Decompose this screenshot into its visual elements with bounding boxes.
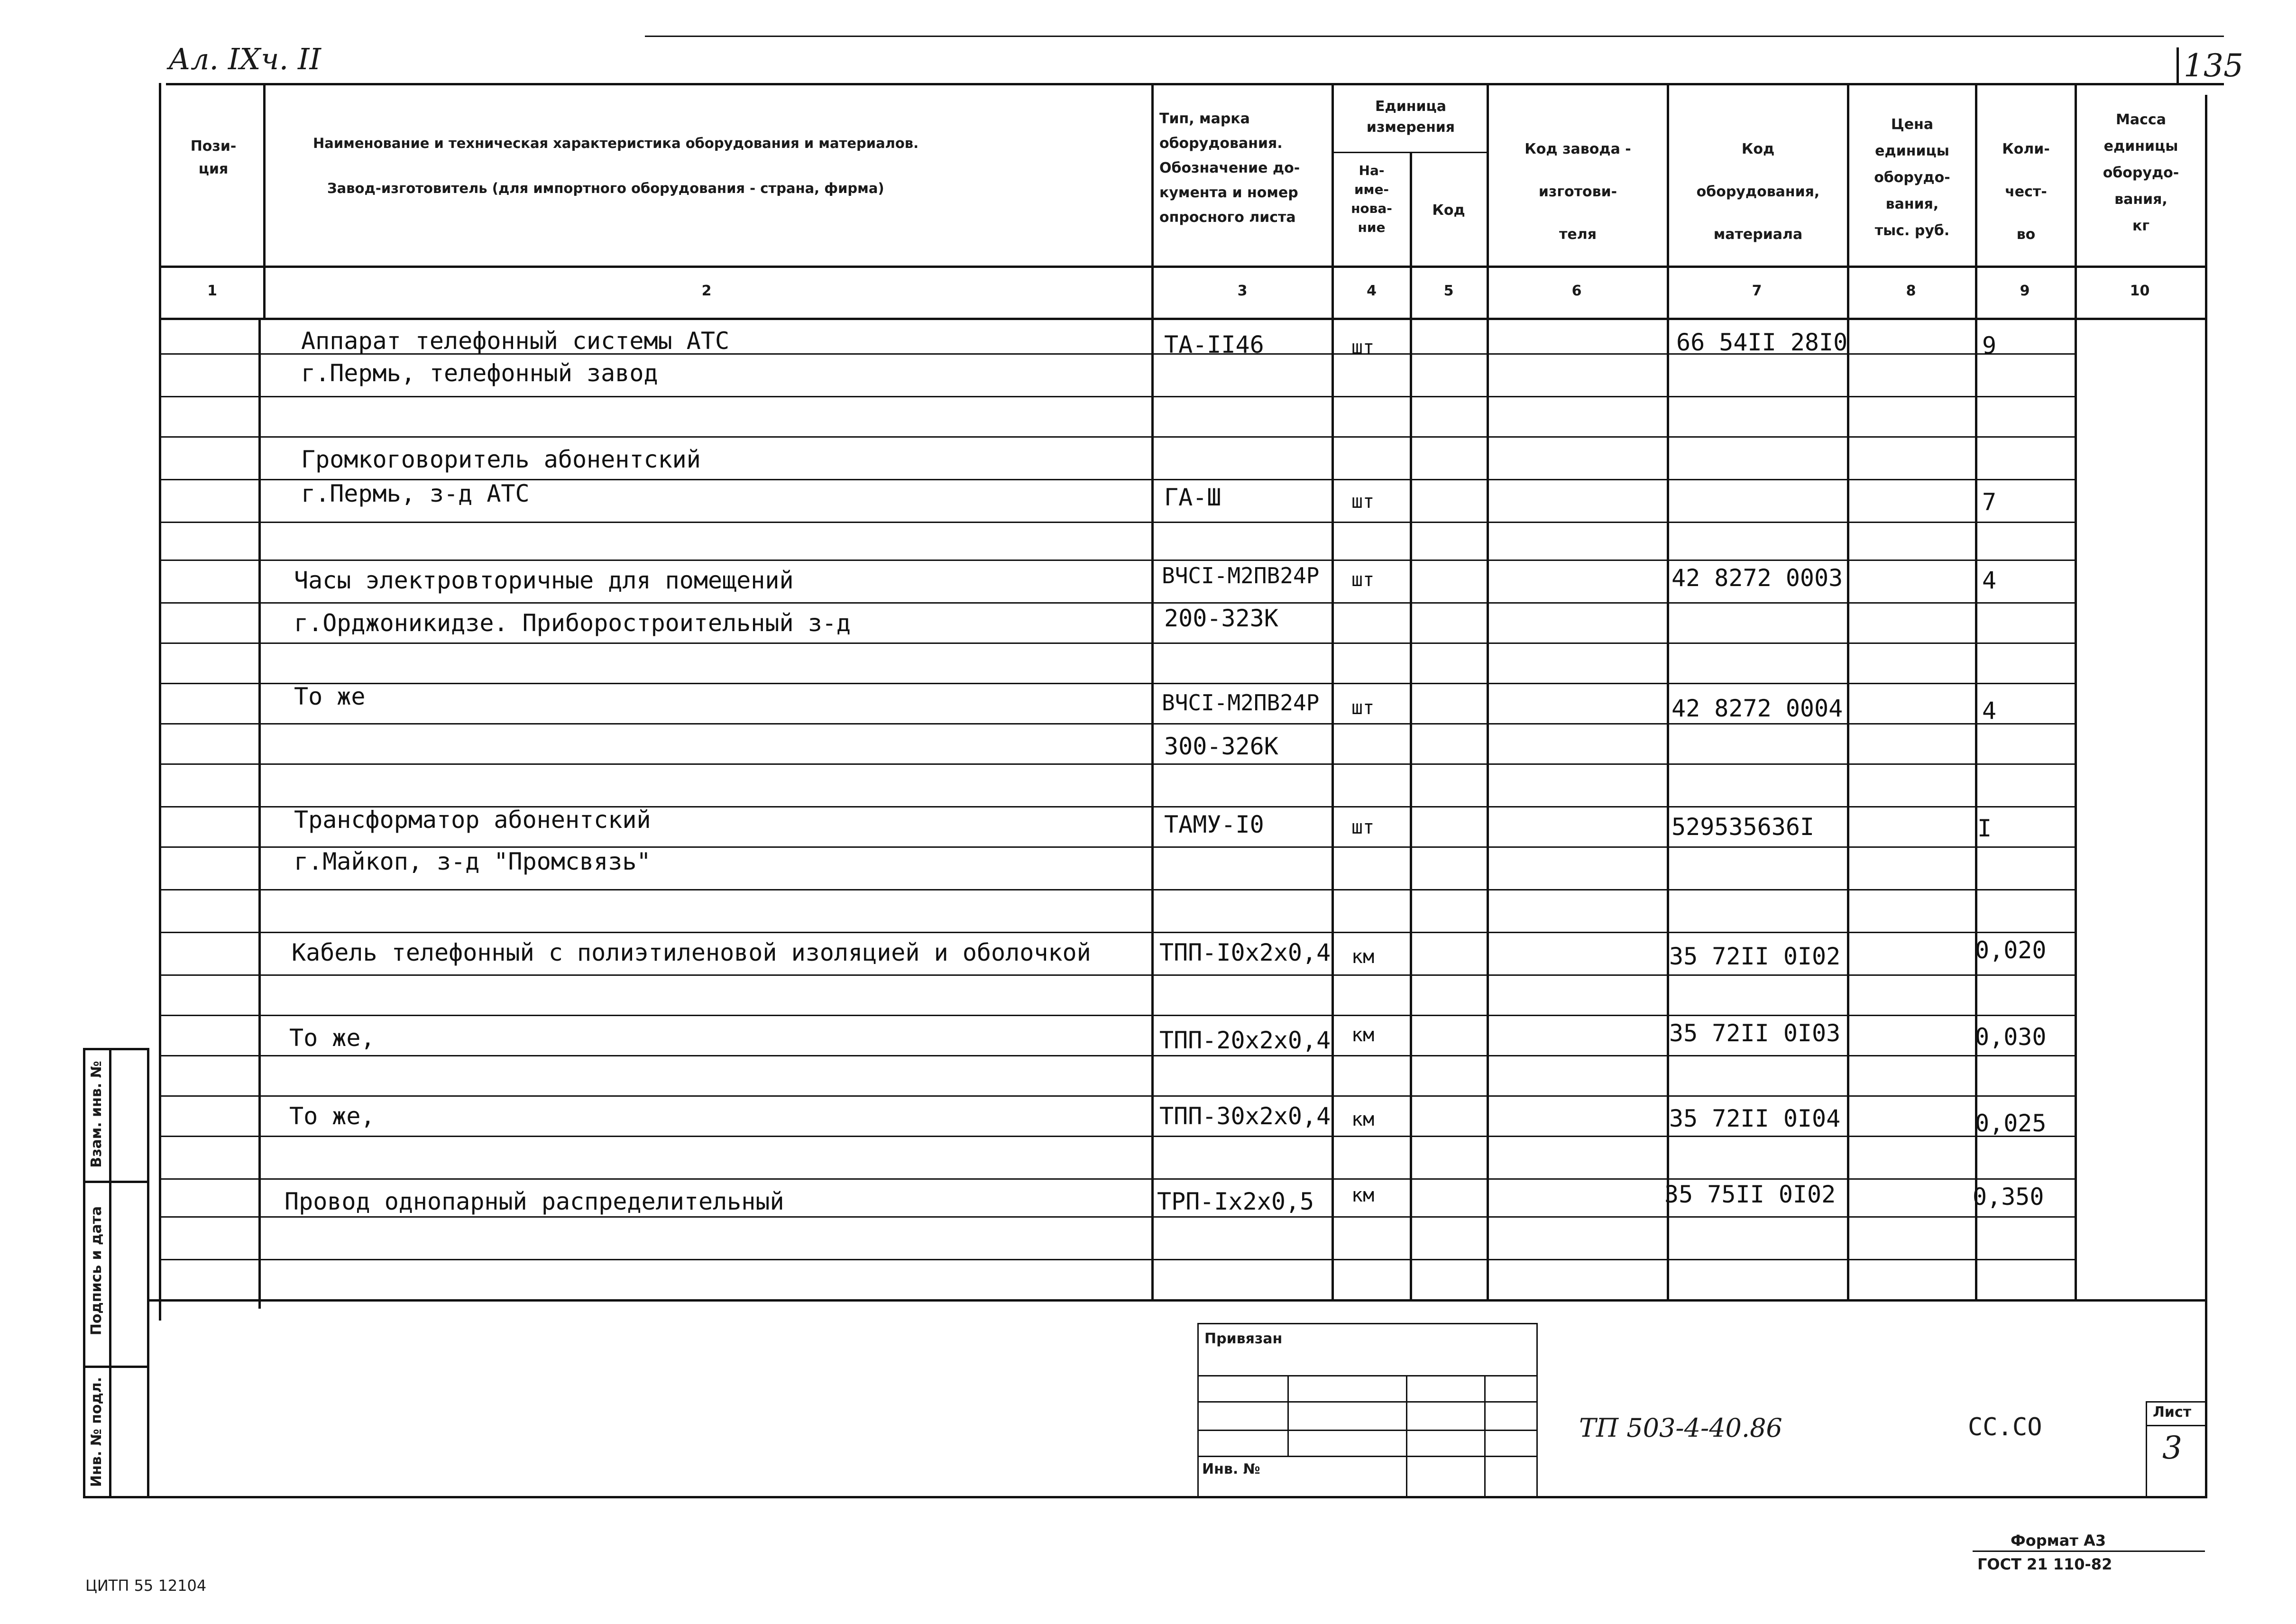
row11-code: 35 72II 0I02 <box>1669 943 1841 970</box>
row7-unit: шт <box>1351 697 1375 719</box>
col-num-3: 3 <box>1237 283 1248 299</box>
row11-qty: 0,020 <box>1975 936 2047 964</box>
row9-name: Трансформатор абонентский <box>294 806 651 834</box>
row1-unit: шт <box>1351 337 1375 358</box>
row2-name: г.Пермь, телефонный завод <box>301 359 658 387</box>
header-unit-code: Код <box>1432 202 1465 219</box>
header-position <box>171 135 256 181</box>
row7-type: ВЧСI-М2ПВ24Р <box>1162 690 1320 716</box>
row13-unit: км <box>1351 1109 1375 1130</box>
col-num-10: 10 <box>2130 283 2150 299</box>
row1-code: 66 54II 28I0 <box>1676 329 1848 356</box>
row11-type: ТПП-I0x2x0,4 <box>1159 939 1331 966</box>
row14-name: Провод однопарный распределительный <box>285 1188 784 1215</box>
row9-unit: шт <box>1351 817 1375 838</box>
row6-type: 200-323К <box>1164 605 1278 632</box>
col-num-4: 4 <box>1367 283 1377 299</box>
row4-unit: шт <box>1351 491 1375 513</box>
row14-code: 35 75II 0I02 <box>1664 1181 1836 1208</box>
row14-type: ТРП-Iх2х0,5 <box>1157 1188 1314 1215</box>
col-num-9: 9 <box>2020 283 2030 299</box>
row1-qty: 9 <box>1982 332 1997 359</box>
sheet-label: Лист <box>2153 1404 2192 1421</box>
page-number: 135 <box>2184 47 2243 84</box>
header-position-text: Пози- ция <box>190 138 237 177</box>
header-equipment-code: Код оборудования, материала <box>1696 141 1820 243</box>
row3-name: Громкоговоритель абонентский <box>301 446 701 473</box>
doc-code: ТП 503-4-40.86 <box>1579 1413 1782 1443</box>
side-stamp-inventory: Инв. № подл. <box>88 1376 105 1487</box>
row11-name: Кабель телефонный с полиэтиленовой изоляцией и оболочкой <box>292 939 1091 966</box>
row4-qty: 7 <box>1982 488 1997 516</box>
frame-left <box>159 83 161 1321</box>
part-label: ч. II <box>261 42 321 76</box>
gost-label: ГОСТ 21 110-82 <box>1977 1555 2112 1573</box>
header-type: Тип, марка оборудования. Обозначение до- кумента и номер опросного листа <box>1159 110 1300 226</box>
bound-label: Привязан <box>1204 1330 1283 1347</box>
header-unit-name: На- име- нова- ние <box>1351 163 1392 235</box>
col-num-5: 5 <box>1443 283 1454 299</box>
row14-unit: км <box>1351 1184 1375 1206</box>
row1-name: Аппарат телефонный системы АТС <box>301 327 730 355</box>
col-num-8: 8 <box>1906 283 1916 299</box>
section-code: СС.СО <box>1968 1413 2042 1441</box>
row10-name: г.Майкоп, з-д "Промсвязь" <box>294 848 651 875</box>
row7-name: То же <box>294 683 366 710</box>
header-quantity: Коли- чест- во <box>2002 141 2050 243</box>
row12-unit: км <box>1351 1024 1375 1046</box>
row5-type: ВЧСI-М2ПВ24Р <box>1162 563 1320 588</box>
row7-qty: 4 <box>1982 697 1997 725</box>
row13-code: 35 72II 0I04 <box>1669 1105 1841 1132</box>
row11-unit: км <box>1351 946 1375 968</box>
row14-qty: 0,350 <box>1973 1183 2044 1211</box>
header-name-line2: Завод-изготовитель (для импортного оборудования - страна, фирма) <box>327 180 884 196</box>
header-unit-group: Единица измерения <box>1366 98 1455 136</box>
col-num-7: 7 <box>1752 283 1762 299</box>
inv-label: Инв. № <box>1202 1461 1260 1477</box>
row5-name: Часы электровторичные для помещений <box>294 567 794 594</box>
row7-code: 42 8272 0004 <box>1671 695 1843 722</box>
col-num-2: 2 <box>701 283 712 299</box>
row1-type: ТА-II46 <box>1164 331 1264 358</box>
format-label: Формат А3 <box>2011 1532 2106 1550</box>
header-price: Цена единицы оборудо- вания, тыс. руб. <box>1874 116 1950 239</box>
row9-type: ТАМУ-I0 <box>1164 811 1264 838</box>
row4-name: г.Пермь, з-д АТС <box>301 480 530 507</box>
col-num-6: 6 <box>1571 283 1582 299</box>
row13-qty: 0,025 <box>1975 1110 2047 1137</box>
row12-type: ТПП-20x2x0,4 <box>1159 1027 1331 1054</box>
row5-code: 42 8272 0003 <box>1671 564 1843 592</box>
row4-type: ГА-Ш <box>1164 484 1221 511</box>
row8-type: 300-326К <box>1164 733 1278 760</box>
header-name-line1: Наименование и техническая характеристика оборудования и материалов. <box>313 135 919 151</box>
row12-name: То же, <box>289 1024 375 1052</box>
row5-unit: шт <box>1351 569 1375 591</box>
side-stamp-replace: Взам. инв. № <box>88 1061 105 1168</box>
frame-right <box>2205 95 2207 1498</box>
row5-qty: 4 <box>1982 567 1997 594</box>
row9-qty: I <box>1977 815 1992 842</box>
row12-qty: 0,030 <box>1975 1023 2047 1051</box>
row13-type: ТПП-30x2x0,4 <box>1159 1102 1331 1130</box>
row6-name: г.Орджоникидзе. Приборостроительный з-д <box>294 609 851 637</box>
album-label: Ал. IX <box>168 42 261 76</box>
row13-name: То же, <box>289 1102 375 1130</box>
side-stamp-signature: Подпись и дата <box>88 1206 105 1336</box>
sheet-number: 3 <box>2162 1430 2182 1466</box>
col-num-1: 1 <box>207 283 217 299</box>
row12-code: 35 72II 0I03 <box>1669 1019 1841 1047</box>
header-mass: Масса единицы оборудо- вания, кг <box>2103 111 2179 234</box>
header-plant-code: Код завода - изготови- теля <box>1525 141 1631 243</box>
row9-code: 529535636I <box>1671 813 1815 841</box>
print-stamp: ЦИТП 55 12104 <box>85 1577 207 1595</box>
